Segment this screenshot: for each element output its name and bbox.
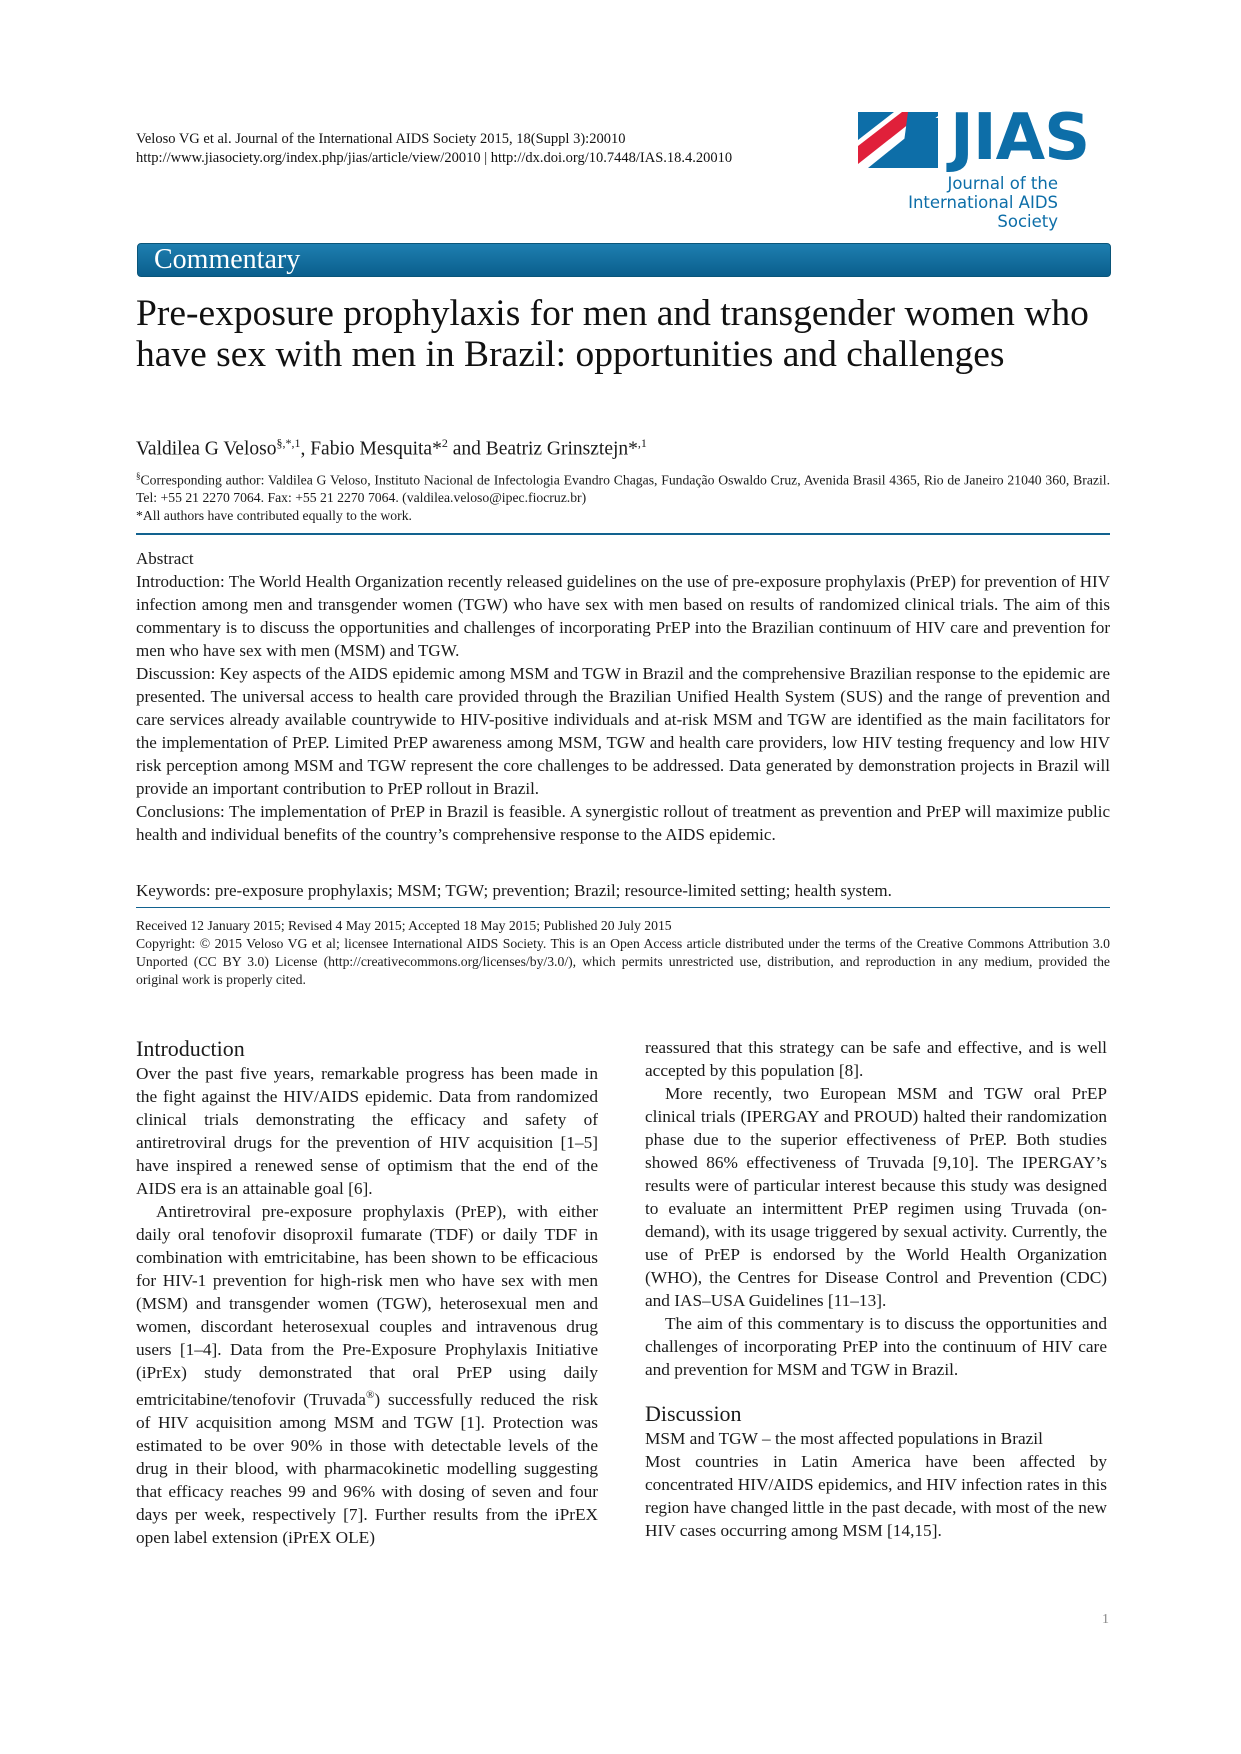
author-name: Beatriz Grinsztejn* (485, 438, 638, 460)
publication-dates: Received 12 January 2015; Revised 4 May 2015; Accepted 18 May 2015; Published 20 July 2015 (136, 918, 672, 933)
author-affiliation-marker: §,*,1 (276, 436, 301, 450)
abstract (136, 547, 1110, 846)
abstract-conclusions: Conclusions: The implementation of PrEP in Brazil is feasible. A synergistic rollout of treatment as prevention and PrEP will maximize public health and individual benefits of the country’s comprehensive response to the AIDS epidemic. (136, 802, 1110, 844)
logo-wordmark: JIAS (950, 101, 1090, 175)
logo-subtitle (858, 174, 1058, 231)
section-heading: Introduction (136, 1036, 245, 1061)
section-banner (137, 243, 1111, 277)
page-number: 1 (1102, 1612, 1109, 1627)
paragraph-text: ) successfully reduced the risk of HIV acquisition among MSM and TGW [1]. Protection was estimated to be over 90% in those with detectable levels of the drug in their blood, with pharmacokinetic modelling suggesting that efficacy reaches 99 and 96% with dosing of seven and four days per week, respectively [7]. Further results from the iPrEX open label extension (iPrEX OLE) (136, 1389, 598, 1547)
publication-info (136, 917, 1110, 989)
paragraph: reassured that this strategy can be safe and effective, and is well accepted by this population [8]. (645, 1038, 1107, 1080)
author-name: Fabio Mesquita* (310, 438, 442, 460)
jias-logo-mark (858, 112, 938, 168)
corresponding-marker: § (136, 471, 141, 481)
section-heading: Discussion (645, 1401, 742, 1426)
logo-subtitle-line: Journal of the (947, 174, 1058, 193)
jias-logo (858, 101, 1114, 231)
paragraph: Over the past five years, remarkable progress has been made in the fight against the HIV/AIDS epidemic. Data from randomized clinical trials demonstrating the efficacy and safety of antiretroviral drugs for the prevention of HIV acquisition [1–5] have inspired a renewed sense of optimism that the end of the AIDS era is an attainable goal [6]. (136, 1064, 598, 1198)
subsection-heading: MSM and TGW – the most affected populations in Brazil (645, 1429, 1043, 1448)
doi-line: http://www.jiasociety.org/index.php/jias/article/view/20010 | http://dx.doi.org/10.7448/IAS.18.4.20010 (136, 150, 733, 166)
author-affiliation-marker: 2 (441, 436, 448, 450)
body-right-column (645, 1036, 1107, 1542)
paragraph (136, 1200, 598, 1549)
section-label: Commentary (154, 244, 301, 275)
paragraph-text: Antiretroviral pre-exposure prophylaxis (PrEP), with either daily oral tenofovir disoproxil fumarate (TDF) or daily TDF in combination with emtricitabine, has been shown to be efficacious for HIV-1 prevention for high-risk men who have sex with men (MSM) and transgender women (TGW), heterosexual men and women, discordant heterosexual couples and intravenous drug users [1–4]. Data from the Pre-Exposure Prophylaxis Initiative (iPrEx) study demonstrated that oral PrEP using daily emtricitabine/tenofovir (Truvada (136, 1202, 598, 1409)
paragraph: The aim of this commentary is to discuss the opportunities and challenges of incorporating PrEP into the continuum of HIV care and prevention for MSM and TGW in Brazil. (645, 1314, 1107, 1379)
divider-rule (136, 533, 1110, 535)
paragraph: Most countries in Latin America have been affected by concentrated HIV/AIDS epidemics, and HIV infection rates in this region have changed little in the past decade, with most of the new HIV cases occurring among MSM [14,15]. (645, 1452, 1107, 1540)
corresponding-text: Corresponding author: Valdilea G Veloso, Instituto Nacional de Infectologia Evandro Chagas, Fundação Oswaldo Cruz, Avenida Brasil 4365, Rio de Janeiro 21040 360, Brazil. Tel: +55 21 2270 7064. Fax: +55 21 2270 7064. (valdilea.veloso@ipec.fiocruz.br) (136, 472, 1110, 506)
citation-line: Veloso VG et al. Journal of the International AIDS Society 2015, 18(Suppl 3):20010 (136, 131, 626, 147)
equal-contribution-note: *All authors have contributed equally to the work. (136, 507, 412, 523)
copyright-notice: Copyright: © 2015 Veloso VG et al; licensee International AIDS Society. This is an Open Access article distributed under the terms of the Creative Commons Attribution 3.0 Unported (CC BY 3.0) License (http://creativecommons.org/licenses/by/3.0/), which permits unrestricted use, distribution, and reproduction in any medium, provided the original work is properly cited. (136, 936, 1110, 987)
author-name: Valdilea G Veloso (136, 438, 277, 460)
registered-mark: ® (365, 1389, 375, 1401)
paragraph: More recently, two European MSM and TGW oral PrEP clinical trials (IPERGAY and PROUD) halted their randomization phase due to the superior effectiveness of PrEP. Both studies showed 86% effectiveness of Truvada [9,10]. The IPERGAY’s results were of particular interest because this study was designed to evaluate an intermittent PrEP regimen using Truvada (on-demand), with its usage triggered by sexual activity. Currently, the use of PrEP is endorsed by the World Health Organization (WHO), the Centres for Disease Control and Prevention (CDC) and IAS–USA Guidelines [11–13]. (645, 1084, 1107, 1310)
article-title: Pre-exposure prophylaxis for men and transgender women who have sex with men in Brazil: opportunities and challenges (136, 293, 1089, 375)
divider-rule (136, 907, 1110, 908)
abstract-discussion: Discussion: Key aspects of the AIDS epidemic among MSM and TGW in Brazil and the comprehensive Brazilian response to the epidemic are presented. The universal access to health care provided through the Brazilian Unified Health System (SUS) and the range of prevention and care services already available countrywide to HIV-positive individuals and at-risk MSM and TGW are identified as the main facilitators for the implementation of PrEP. Limited PrEP awareness among MSM, TGW and health care providers, low HIV testing frequency and low HIV risk perception among MSM and TGW represent the core challenges to be addressed. Data generated by demonstration projects in Brazil will provide an important contribution to PrEP rollout in Brazil. (136, 664, 1110, 798)
author-affiliation-marker: ,1 (637, 436, 647, 450)
author-list: Valdilea G Veloso$^{\S,*,1}$, Fabio Mesquita*$^2$ and Beatriz Grinsztejn*$^{,1}$ (136, 436, 647, 460)
author-conjunction: and (447, 438, 486, 460)
keywords: Keywords: pre-exposure prophylaxis; MSM; TGW; prevention; Brazil; resource-limited setting; health system. (136, 881, 892, 900)
citation-block (136, 130, 796, 168)
abstract-heading: Abstract (136, 549, 194, 568)
logo-subtitle-line: International AIDS Society (908, 193, 1058, 231)
corresponding-author-note (136, 468, 1110, 524)
abstract-introduction: Introduction: The World Health Organization recently released guidelines on the use of pre-exposure prophylaxis (PrEP) for prevention of HIV infection among men and transgender women (TGW) who have sex with men based on results of randomized clinical trials. The aim of this commentary is to discuss the opportunities and challenges of incorporating PrEP into the Brazilian continuum of HIV care and prevention for men who have sex with men (MSM) and TGW. (136, 572, 1110, 660)
body-left-column (136, 1036, 598, 1549)
